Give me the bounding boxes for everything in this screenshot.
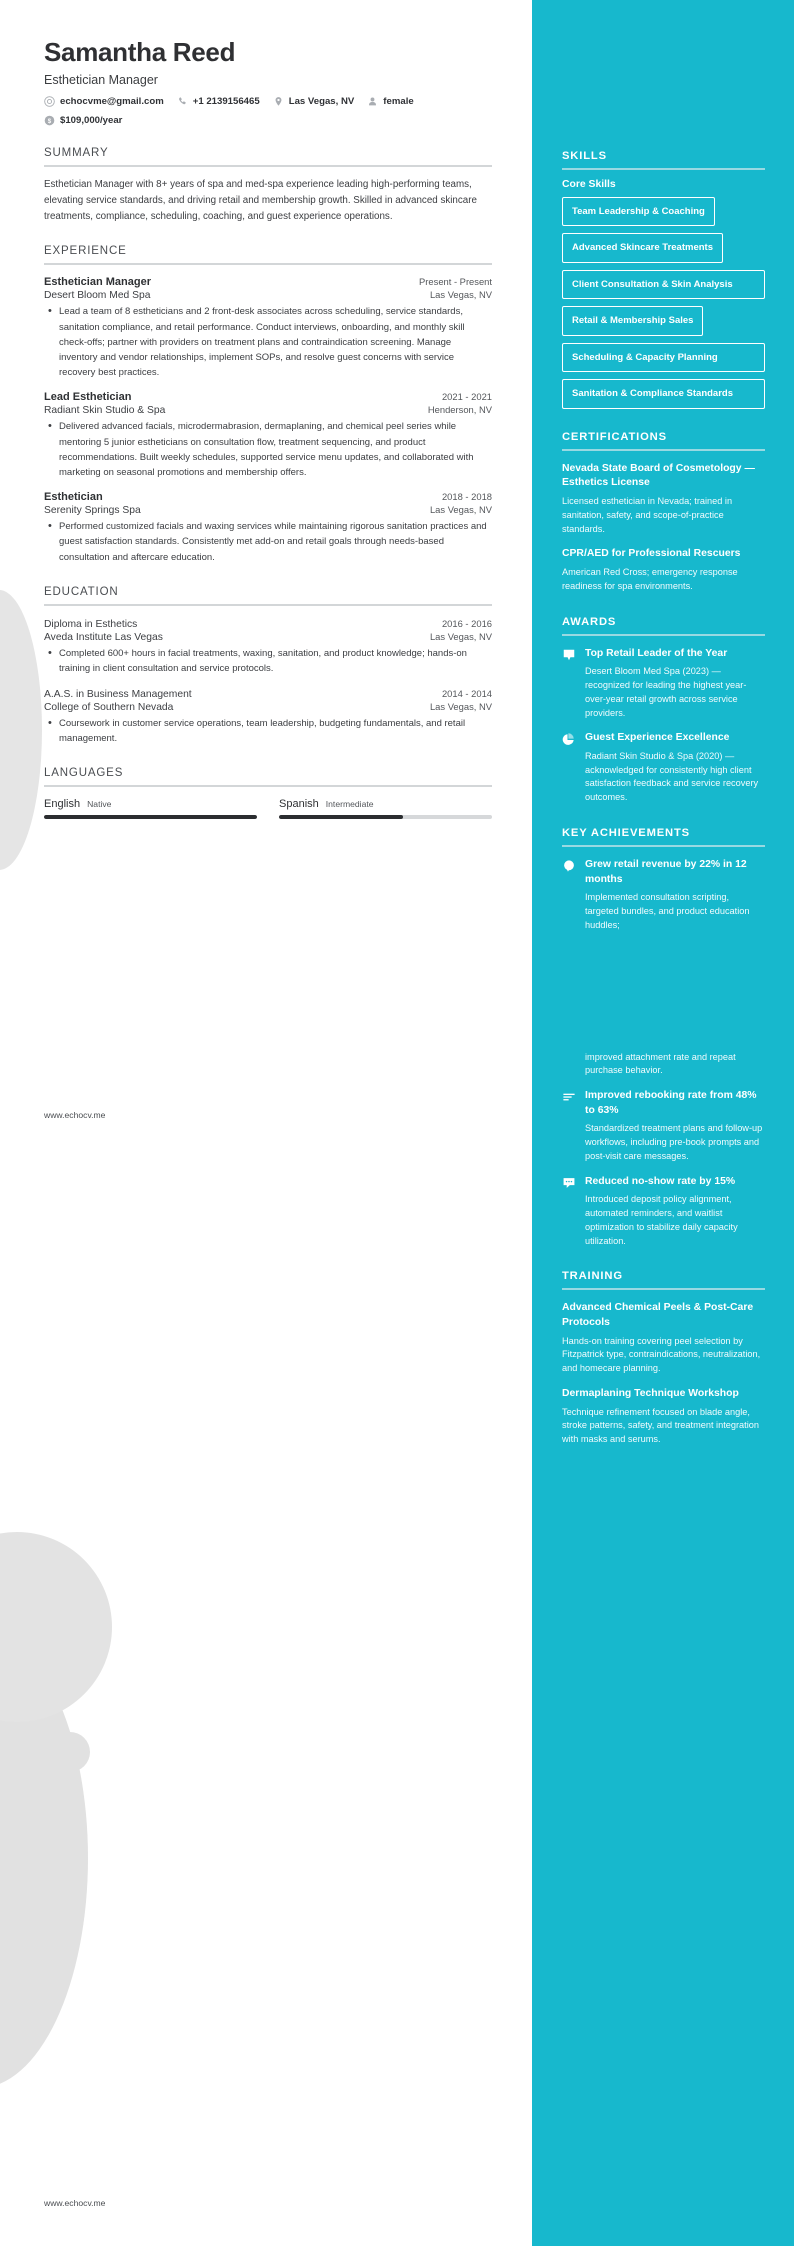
award-item [562,647,765,721]
achievement-item [562,1089,765,1164]
page-title: Samantha Reed [44,37,236,67]
skill-chip[interactable]: Scheduling & Capacity Planning [562,343,765,372]
language-progress-fill [44,815,257,819]
achievement-item [562,858,765,933]
contact-email-value: echocvme@gmail.com [60,95,164,107]
section-education [44,586,492,747]
education-entry [44,617,492,676]
contact-location [273,96,355,107]
certifications-heading: CERTIFICATIONS [562,430,667,443]
languages-heading: LANGUAGES [44,767,124,780]
entry-bullets [44,646,492,676]
contact-salary [44,115,122,126]
entry-bullets [44,519,492,565]
certification-item [562,462,765,537]
achievement-desc-part1: Implemented consultation scripting, targeted bundles, and product education huddles; [585,892,750,930]
section-experience [44,245,492,564]
language-item [44,798,257,819]
language-name: Spanish [279,798,319,811]
entry-title: Lead Esthetician [44,391,132,404]
list-lines-icon [562,1090,576,1104]
entry-title: A.A.S. in Business Management [44,689,192,701]
circle-dot-icon [562,859,576,873]
skills-heading: SKILLS [562,150,607,162]
section-summary [44,147,492,225]
main-column [0,0,532,819]
email-icon [44,96,55,107]
experience-divider [44,263,492,265]
entry-organization: Serenity Springs Spa [44,505,141,517]
list-item: • Lead a team of 8 estheticians and 2 front-desk associates across scheduling, service standards, sanitation compliance, and retail performance. Conduct interviews, onboarding, and monthly skill check-offs; partner with providers on treatment plans and contraindication screening. Manage inventory and vendor relationships, implement SOPs, and resolve guest concerns with service recovery best practices. [57,304,492,380]
entry-bullets [44,419,492,480]
phone-icon [177,96,188,107]
key-achievements-heading: KEY ACHIEVEMENTS [562,827,690,840]
speech-bubble-icon [562,1176,576,1190]
key-achievements-divider [562,845,765,847]
entry-bullets [44,716,492,746]
list-item: • Delivered advanced facials, microdermabrasion, dermaplaning, and chemical peel series while mentoring 5 junior estheticians on consultation flow, treatment sequencing, and product recommendations. Built weekly schedules, supported service menu updates, and collaborated with marketing on seasonal promotions and membership offers. [57,419,492,480]
footer-site-page1[interactable]: www.echocv.me [44,1110,106,1120]
achievement-title: Grew retail revenue by 22% in 12 months [585,859,747,885]
list-item: • Performed customized facials and waxing services while maintaining rigorous sanitation practices and guest satisfaction standards. Consistently met add-on and retail goals through needs-based consultation and aftercare education. [57,519,492,565]
entry-location: Las Vegas, NV [429,630,492,642]
training-desc: Technique refinement focused on blade angle, stroke patterns, safety, and treatment integration with masks and serums. [562,1406,759,1445]
language-progress-fill [279,815,403,819]
entry-location: Las Vegas, NV [429,289,492,301]
training-desc: Hands-on training covering peel selection by Fitzpatrick type, contraindications, neutralization, and homecare planning. [562,1335,761,1374]
entry-dates: 2014 - 2014 [441,688,492,700]
section-certifications [562,431,765,594]
certifications-divider [562,449,765,451]
languages-divider [44,785,492,787]
entry-organization: Desert Bloom Med Spa [44,290,151,302]
page-break-gap [562,933,765,1051]
language-progress-track [279,815,492,819]
award-desc: Desert Bloom Med Spa (2023) — recognized for leading the highest year-over-year retail growth across service providers. [585,666,747,718]
contact-salary-value: $109,000/year [60,114,123,126]
list-item: • Coursework in customer service operations, team leadership, budgeting fundamentals, and retail management. [57,716,492,746]
certification-desc: American Red Cross; emergency response readiness for spa environments. [562,566,738,591]
list-item: • Completed 600+ hours in facial treatments, waxing, sanitation, and product knowledge; hands-on training in client consultation and service protocols. [57,646,492,676]
contact-phone[interactable] [177,96,260,107]
entry-title: Esthetician Manager [44,276,151,289]
entry-dates: 2018 - 2018 [441,491,492,503]
skill-chip[interactable]: Sanitation & Compliance Standards [562,379,765,408]
contact-list [44,96,492,126]
certification-desc: Licensed esthetician in Nevada; trained in sanitation, safety, and scope-of-practice standards. [562,496,733,534]
decorative-blob-round [0,1532,112,1722]
training-item [562,1387,765,1447]
education-divider [44,604,492,606]
gender-icon [367,96,378,107]
achievement-desc: Standardized treatment plans and follow-up workflows, including pre-book prompts and post-visit care messages. [585,1123,763,1161]
awards-heading: AWARDS [562,615,617,628]
experience-entry [44,491,492,565]
certification-item [562,547,765,593]
achievement-item [562,1175,765,1249]
job-title: Esthetician Manager [44,72,158,87]
sidebar-column [532,150,794,1447]
footer-site-page2[interactable]: www.echocv.me [44,2198,106,2208]
training-heading: TRAINING [562,1270,623,1283]
training-title: Dermaplaning Technique Workshop [562,1387,739,1399]
entry-location: Henderson, NV [427,404,492,416]
contact-email[interactable] [44,96,164,107]
entry-dates: 2016 - 2016 [441,617,492,629]
section-training [562,1270,765,1446]
pie-chart-icon [562,732,576,746]
language-name: English [44,798,81,811]
skills-divider [562,168,765,170]
contact-phone-value: +1 2139156465 [192,95,260,107]
achievement-desc: Introduced deposit policy alignment, automated reminders, and waitlist optimization to stabilize daily capacity utilization. [585,1194,738,1246]
entry-organization: College of Southern Nevada [44,702,174,714]
entry-dates: Present - Present [419,276,492,288]
award-title: Top Retail Leader of the Year [585,647,728,659]
language-item [279,798,492,819]
achievement-title: Reduced no-show rate by 15% [585,1175,736,1187]
skill-chip[interactable]: Client Consultation & Skin Analysis [562,270,765,299]
contact-gender [367,96,413,107]
certification-title: Nevada State Board of Cosmetology — Esthetics License [562,462,755,489]
entry-title: Esthetician [44,491,103,504]
summary-text: Esthetician Manager with 8+ years of spa and med-spa experience leading high-performing teams, elevating service standards, and driving retail and membership growth. Skilled in advanced skincare treatments, compliance, scheduling, coaching, and guest experience operations. [44,178,477,222]
entry-location: Las Vegas, NV [429,701,492,713]
entry-dates: 2021 - 2021 [441,391,492,403]
language-level: Native [87,799,112,810]
award-badge-icon [562,648,576,662]
achievement-title: Improved rebooking rate from 48% to 63% [585,1090,757,1116]
section-languages [44,767,492,819]
skills-subheading: Core Skills [562,179,616,190]
entry-title: Diploma in Esthetics [44,618,138,630]
skill-chip[interactable]: Advanced Skincare Treatments [562,233,723,262]
experience-heading: EXPERIENCE [44,245,127,258]
skill-chip[interactable]: Retail & Membership Sales [562,306,703,335]
section-awards [562,616,765,806]
language-level: Intermediate [325,799,374,810]
summary-heading: SUMMARY [44,146,109,159]
decorative-blob-small [50,1732,90,1772]
entry-location: Las Vegas, NV [429,504,492,516]
skills-list [562,197,765,409]
award-item [562,731,765,805]
entry-organization: Radiant Skin Studio & Spa [44,405,166,417]
summary-divider [44,165,492,167]
awards-divider [562,634,765,636]
entry-organization: Aveda Institute Las Vegas [44,631,163,643]
experience-entry [44,391,492,480]
training-divider [562,1288,765,1290]
skill-chip[interactable]: Team Leadership & Coaching [562,197,715,226]
location-icon [273,96,284,107]
salary-icon [44,115,55,126]
experience-entry [44,276,492,380]
svg-text:$: $ [47,117,52,125]
certification-title: CPR/AED for Professional Rescuers [562,548,741,560]
languages-list [44,798,492,819]
training-item [562,1301,765,1376]
award-desc: Radiant Skin Studio & Spa (2020) — acknowledged for consistently high client satisfaction feedback and service recovery outcomes. [585,750,759,803]
section-skills [562,150,765,409]
language-progress-track [44,815,257,819]
education-heading: EDUCATION [44,585,119,598]
award-title: Guest Experience Excellence [585,732,730,744]
section-key-achievements [562,827,765,1248]
training-title: Advanced Chemical Peels & Post-Care Protocols [562,1302,754,1329]
education-entry [44,687,492,746]
contact-gender-value: female [383,95,414,107]
contact-location-value: Las Vegas, NV [288,95,355,107]
entry-bullets [44,304,492,380]
achievement-desc-part2: improved attachment rate and repeat purchase behavior. [585,1051,736,1076]
